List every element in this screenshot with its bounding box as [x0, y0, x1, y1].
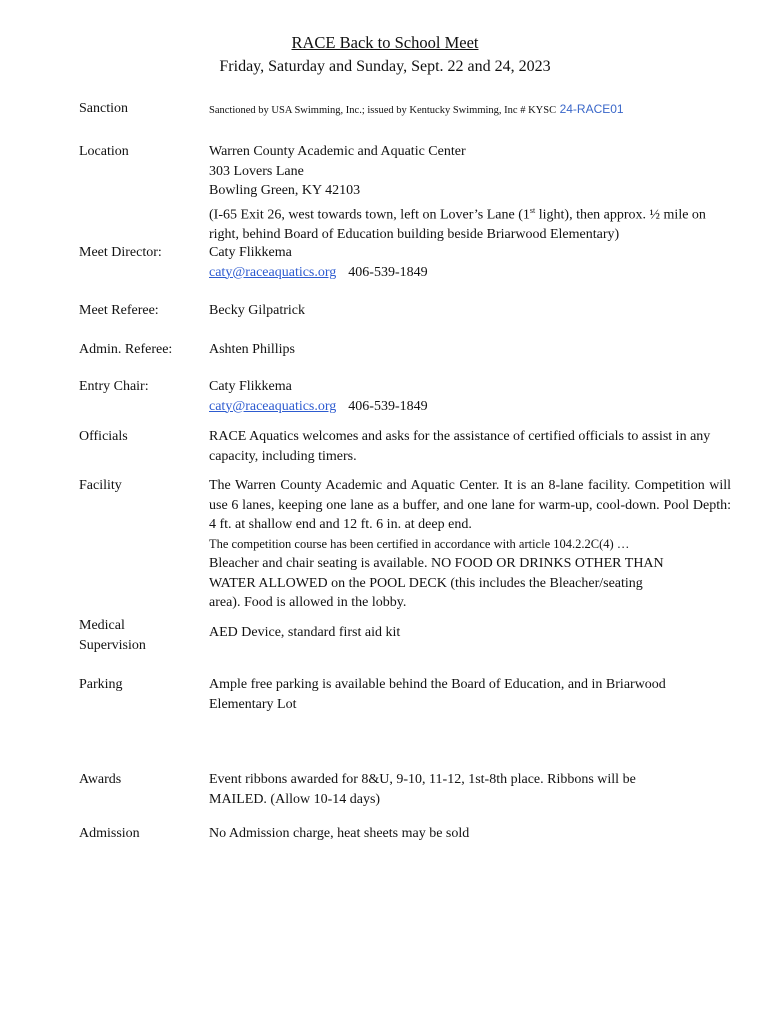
medical-label: Medical Supervision [79, 618, 146, 653]
facility-seating: Bleacher and chair seating is available. NO FOOD OR DRINKS OTHER THAN WATER ALLOWED on the POOL DECK (this includes the Bleacher/seating area). Food is allowed in the lobby. [209, 556, 664, 610]
sanction-value [209, 100, 731, 121]
entry-chair-label: Entry Chair: [79, 379, 149, 394]
parking-text: Ample free parking is available behind the Board of Education, and in Briarwood Elementary Lot [209, 677, 666, 712]
entry-chair-email-link[interactable]: caty@raceaquatics.org [209, 398, 337, 414]
location-value [209, 142, 731, 244]
admin-referee-name: Ashten Phillips [209, 342, 295, 357]
meet-director-label: Meet Director: [79, 245, 162, 260]
entry-chair-phone: 406-539-1849 [348, 398, 428, 414]
admission-label: Admission [79, 826, 140, 841]
awards-label: Awards [79, 772, 122, 787]
meet-director-email-link[interactable]: caty@raceaquatics.org [209, 264, 337, 280]
sanction-label: Sanction [79, 101, 128, 116]
entry-chair-name: Caty Flikkema [209, 379, 292, 394]
officials-label: Officials [79, 429, 128, 444]
meet-director-phone: 406-539-1849 [348, 264, 428, 280]
parking-label: Parking [79, 677, 123, 692]
meet-header [0, 32, 770, 78]
meet-director-value [209, 243, 731, 282]
admission-text: No Admission charge, heat sheets may be sold [209, 826, 470, 841]
location-street: 303 Lovers Lane [209, 163, 304, 179]
meet-title: RACE Back to School Meet [291, 33, 479, 52]
officials-text: RACE Aquatics welcomes and asks for the assistance of certified officials to assist in any capacity, including timers. [209, 429, 711, 464]
location-venue: Warren County Academic and Aquatic Center [209, 144, 466, 159]
meet-referee-name: Becky Gilpatrick [209, 303, 306, 318]
facility-certified: The competition course has been certified in accordance with article 104.2.2C(4) … [209, 536, 630, 551]
sanction-number: 24-RACE01 [559, 102, 624, 116]
location-label: Location [79, 144, 129, 159]
sanction-text: Sanctioned by USA Swimming, Inc.; issued by Kentucky Swimming, Inc # KYSC [209, 105, 557, 116]
medical-text: AED Device, standard first aid kit [209, 625, 401, 640]
facility-text: The Warren County Academic and Aquatic Center. It is an 8-lane facility. Competition will use 6 lanes, keeping one lane as a buffer, and one lane for warm-up, cool-down. Pool Depth: 4 ft. at shallow end and 12 ft. 6 in. at deep end. [209, 478, 731, 532]
facility-value [209, 476, 731, 613]
awards-text: Event ribbons awarded for 8&U, 9-10, 11-12, 1st-8th place. Ribbons will be MAILED. (Allow 10-14 days) [209, 772, 636, 807]
entry-chair-value [209, 377, 731, 416]
location-city: Bowling Green, KY 42103 [209, 183, 361, 198]
meet-dates: Friday, Saturday and Sunday, Sept. 22 and 24, 2023 [219, 58, 551, 75]
admin-referee-label: Admin. Referee: [79, 342, 173, 357]
location-directions: (I-65 Exit 26, west towards town, left on Lover’s Lane (1st light), then approx. ½ mile on right, behind Board of Education building beside Briarwood Elementary) [209, 205, 706, 242]
meet-referee-label: Meet Referee: [79, 303, 159, 318]
facility-label: Facility [79, 478, 122, 493]
meet-director-name: Caty Flikkema [209, 245, 292, 260]
